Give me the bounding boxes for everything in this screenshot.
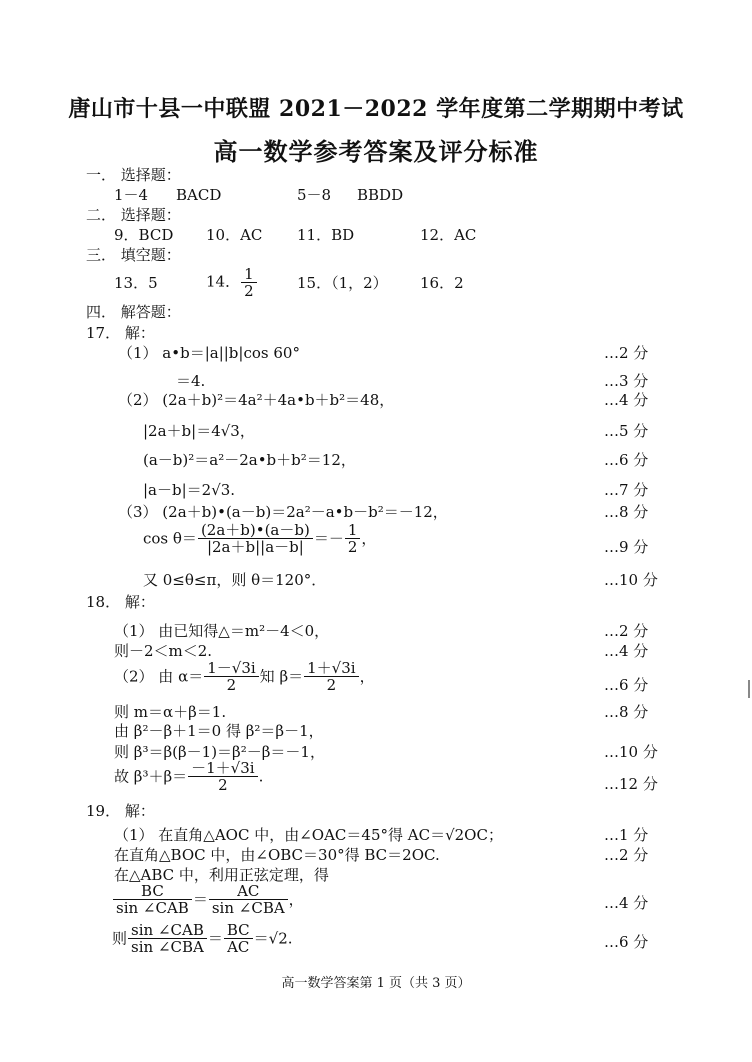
q17-heading: 17． 解： — [86, 324, 155, 342]
q18-line-4: 则 m＝α＋β＝1. — [114, 703, 227, 721]
q18-line-2: 则－2＜m＜2. — [114, 642, 213, 660]
q18-line-6: 则 β³＝β(β－1)＝β²－β＝－1， — [114, 743, 325, 761]
q19-ratio — [112, 922, 293, 955]
q17-score-1: …2 分 — [604, 344, 649, 362]
fraction-denominator: 2 — [244, 282, 254, 300]
q17-cos-half — [345, 522, 361, 555]
q17-cos-prefix: cos θ＝ — [143, 529, 197, 548]
q17-line-2: ＝4. — [176, 372, 206, 390]
q19-fraction-3 — [128, 922, 207, 955]
q17-half-numerator: 1 — [345, 522, 361, 539]
q19-equals: ＝ — [192, 890, 208, 909]
q18-line-3 — [114, 660, 375, 693]
answer-range-5-8: 5－8 — [297, 186, 332, 204]
q17-score-2: …3 分 — [604, 372, 649, 390]
fraction-numerator: 1 — [241, 266, 257, 283]
scan-edge-mark — [748, 680, 750, 698]
q18-score-2: …4 分 — [604, 642, 649, 660]
q17-half-denominator: 2 — [347, 538, 358, 556]
answer-16: 16．2 — [420, 274, 464, 292]
q17-score-8: …9 分 — [604, 538, 649, 556]
q19-fraction-1-numerator: BC — [113, 883, 192, 900]
q18-beta-numerator: 1＋√3i — [304, 660, 358, 677]
q18-score-5: …10 分 — [604, 743, 658, 761]
q18-line-7-numerator: －1＋√3i — [188, 760, 257, 777]
q19-fraction-3-numerator: sin ∠CAB — [128, 922, 207, 939]
answer-1-4: BACD — [176, 186, 222, 204]
q17-cos-denominator: |2a＋b||a－b| — [206, 538, 304, 556]
answer-10: 10．AC — [206, 226, 263, 244]
q19-comma: ， — [288, 890, 304, 909]
document-title: 唐山市十县一中联盟 2021－2022 学年度第二学期期中考试 — [68, 96, 684, 122]
q18-alpha-fraction — [204, 660, 258, 693]
q17-score-7: …8 分 — [604, 503, 649, 521]
q19-sine-law — [112, 883, 304, 916]
section-3-heading: 三． 填空题： — [86, 246, 181, 264]
q17-line-8: 又 0≤θ≤π，则 θ＝120°． — [143, 571, 327, 589]
q17-score-5: …6 分 — [604, 451, 649, 469]
q19-line-3: 在△ABC 中，利用正弦定理，得 — [114, 866, 329, 884]
q18-line-7-label: 故 β³＋β＝ — [114, 767, 188, 786]
q17-cos-numerator: (2a＋b)•(a－b) — [198, 522, 313, 539]
q19-ratio-end: ＝√2. — [253, 929, 293, 948]
q17-score-3: …4 分 — [604, 391, 649, 409]
q19-fraction-4-numerator: BC — [224, 922, 253, 939]
q18-score-4: …8 分 — [604, 703, 649, 721]
q18-beta-fraction — [304, 660, 358, 693]
page-footer: 高一数学答案第 1 页（共 3 页） — [281, 976, 471, 991]
q19-fraction-4 — [224, 922, 253, 955]
q17-score-6: …7 分 — [604, 481, 649, 499]
q17-line-7: （3） (2a＋b)•(a－b)＝2a²－a•b－b²＝－12， — [118, 503, 448, 521]
q18-alpha-label: （2） 由 α＝ — [114, 667, 204, 686]
q19-line-2: 在直角△BOC 中，由∠OBC＝30°得 BC＝2OC. — [114, 846, 440, 864]
q19-score-3: …4 分 — [604, 894, 649, 912]
section-1-heading: 一． 选择题： — [86, 166, 181, 184]
q17-cos-equals: ＝－ — [313, 529, 344, 548]
q19-fraction-2-denominator: sin ∠CBA — [211, 899, 285, 917]
q18-line-5: 由 β²－β＋1＝0 得 β²＝β－1， — [114, 722, 324, 740]
q19-fraction-3-denominator: sin ∠CBA — [131, 938, 204, 956]
answer-11: 11．BD — [297, 226, 355, 244]
q19-ratio-prefix: 则 — [112, 929, 128, 948]
q18-line-7 — [114, 760, 263, 793]
q19-score-2: …2 分 — [604, 846, 649, 864]
q19-equals-2: ＝ — [207, 929, 223, 948]
answer-9: 9．BCD — [114, 226, 174, 244]
q19-fraction-4-denominator: AC — [227, 938, 250, 956]
q17-line-4: |2a＋b|＝4√3， — [143, 422, 255, 440]
q18-line-7-end: . — [258, 767, 264, 786]
q18-alpha-numerator: 1－√3i — [204, 660, 258, 677]
q19-fraction-1 — [113, 883, 192, 916]
answer-14-label: 14． — [206, 272, 241, 291]
q19-score-4: …6 分 — [604, 933, 649, 951]
answer-range-1-4: 1－4 — [114, 186, 149, 204]
q19-heading: 19． 解： — [86, 802, 155, 820]
q17-cos-formula — [143, 522, 376, 555]
q17-cos-fraction — [198, 522, 313, 555]
q19-score-1: …1 分 — [604, 826, 649, 844]
q18-score-1: …2 分 — [604, 622, 649, 640]
section-4-heading: 四． 解答题： — [86, 303, 181, 321]
q17-line-5: (a－b)²＝a²－2a•b＋b²＝12， — [143, 451, 356, 469]
q18-line-7-denominator: 2 — [218, 776, 228, 794]
q17-score-9: …10 分 — [604, 571, 658, 589]
q17-line-6: |a－b|＝2√3. — [143, 481, 236, 499]
q17-cos-end: ， — [361, 529, 377, 548]
q18-beta-denominator: 2 — [326, 676, 337, 694]
q18-line-3-end: ， — [359, 667, 375, 686]
q18-line-7-fraction — [188, 760, 257, 793]
q18-alpha-denominator: 2 — [226, 676, 237, 694]
q17-score-4: …5 分 — [604, 422, 649, 440]
q19-fraction-2-numerator: AC — [209, 883, 288, 900]
q18-heading: 18． 解： — [86, 593, 155, 611]
answer-14-fraction — [241, 266, 257, 299]
q17-line-1: （1） a•b＝|a||b|cos 60° — [118, 344, 300, 362]
answer-13: 13．5 — [114, 274, 158, 292]
answer-12: 12．AC — [420, 226, 477, 244]
q18-score-6: …12 分 — [604, 775, 658, 793]
answer-14 — [206, 266, 258, 299]
q18-score-3: …6 分 — [604, 676, 649, 694]
q19-fraction-1-denominator: sin ∠CAB — [116, 899, 189, 917]
q18-beta-label: 知 β＝ — [259, 667, 304, 686]
q17-line-3: （2） (2a＋b)²＝4a²＋4a•b＋b²＝48， — [118, 391, 395, 409]
q19-line-1: （1） 在直角△AOC 中，由∠OAC＝45°得 AC＝√2OC； — [114, 826, 503, 844]
answer-15: 15．（1，2） — [297, 274, 388, 292]
q19-fraction-2 — [209, 883, 288, 916]
q18-line-1: （1） 由已知得△＝m²－4＜0， — [114, 622, 330, 640]
answer-5-8: BBDD — [357, 186, 404, 204]
section-2-heading: 二． 选择题： — [86, 206, 181, 224]
document-subtitle: 高一数学参考答案及评分标准 — [213, 137, 539, 166]
